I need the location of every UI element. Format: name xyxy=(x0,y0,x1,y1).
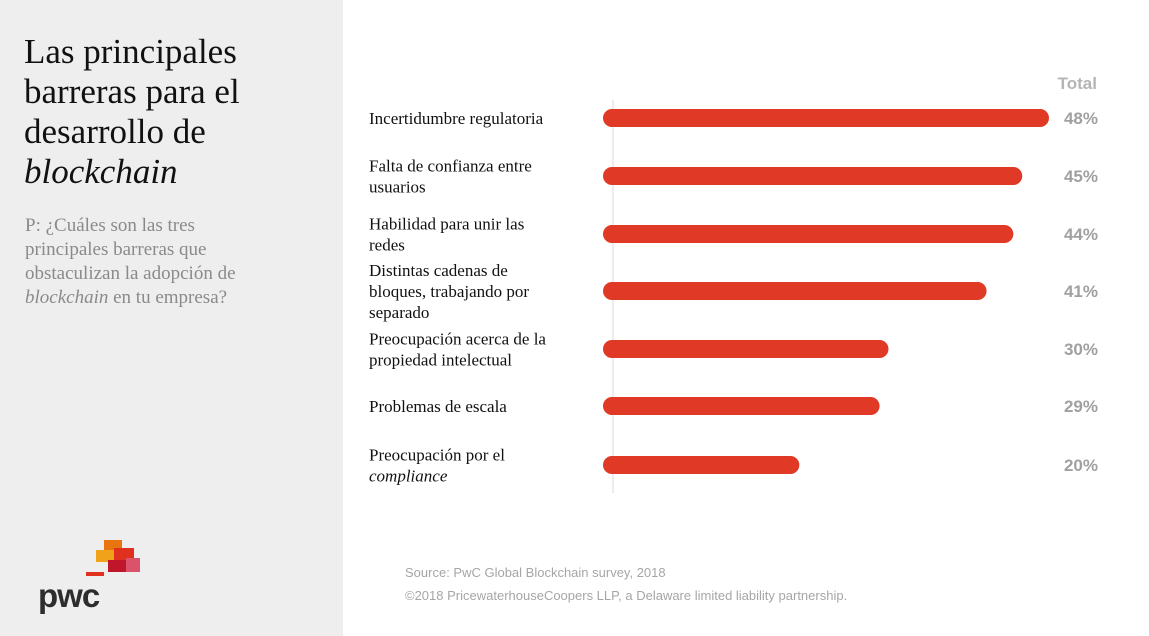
copyright-note: ©2018 PricewaterhouseCoopers LLP, a Delaware limited liability partnership. xyxy=(405,588,848,603)
category-label: Problemas de escala xyxy=(369,397,507,416)
category-label: Preocupación por el xyxy=(369,445,505,465)
title-line: desarrollo de xyxy=(24,112,206,151)
category-label: bloques, trabajando por xyxy=(369,282,530,301)
category-label: Incertidumbre regulatoria xyxy=(369,109,544,128)
question-italic-word: blockchain xyxy=(25,287,109,308)
category-label: compliance xyxy=(369,466,448,486)
source-note: Source: PwC Global Blockchain survey, 2018 xyxy=(405,565,666,580)
question-line: obstaculizan la adopción de xyxy=(25,263,236,284)
value-label: 30% xyxy=(1063,340,1098,359)
title-line: barreras para el xyxy=(24,72,240,111)
title-line-italic: blockchain xyxy=(24,152,178,191)
question-line: principales barreras que xyxy=(25,239,207,260)
category-label: separado xyxy=(369,303,430,322)
question-line-rest: en tu empresa? xyxy=(108,287,228,308)
value-label: 44% xyxy=(1063,225,1098,244)
category-label: Habilidad para unir las xyxy=(369,214,525,234)
pwc-wordmark: pwc xyxy=(38,577,100,614)
value-label: 29% xyxy=(1063,397,1098,416)
category-label: Falta de confianza entre xyxy=(369,156,532,176)
category-label: Distintas cadenas de xyxy=(369,261,508,280)
value-label: 45% xyxy=(1063,167,1098,186)
category-label: redes xyxy=(369,235,405,255)
category-label: Preocupación acerca de la xyxy=(369,329,546,349)
value-label: 48% xyxy=(1063,109,1098,128)
value-label: 20% xyxy=(1063,456,1098,475)
column-header: Total xyxy=(1057,74,1097,93)
question-line: P: ¿Cuáles son las tres xyxy=(25,215,195,236)
category-label: usuarios xyxy=(369,177,426,197)
title-line: Las principales xyxy=(24,32,237,71)
value-label: 41% xyxy=(1063,282,1098,301)
category-label: propiedad intelectual xyxy=(369,350,513,370)
